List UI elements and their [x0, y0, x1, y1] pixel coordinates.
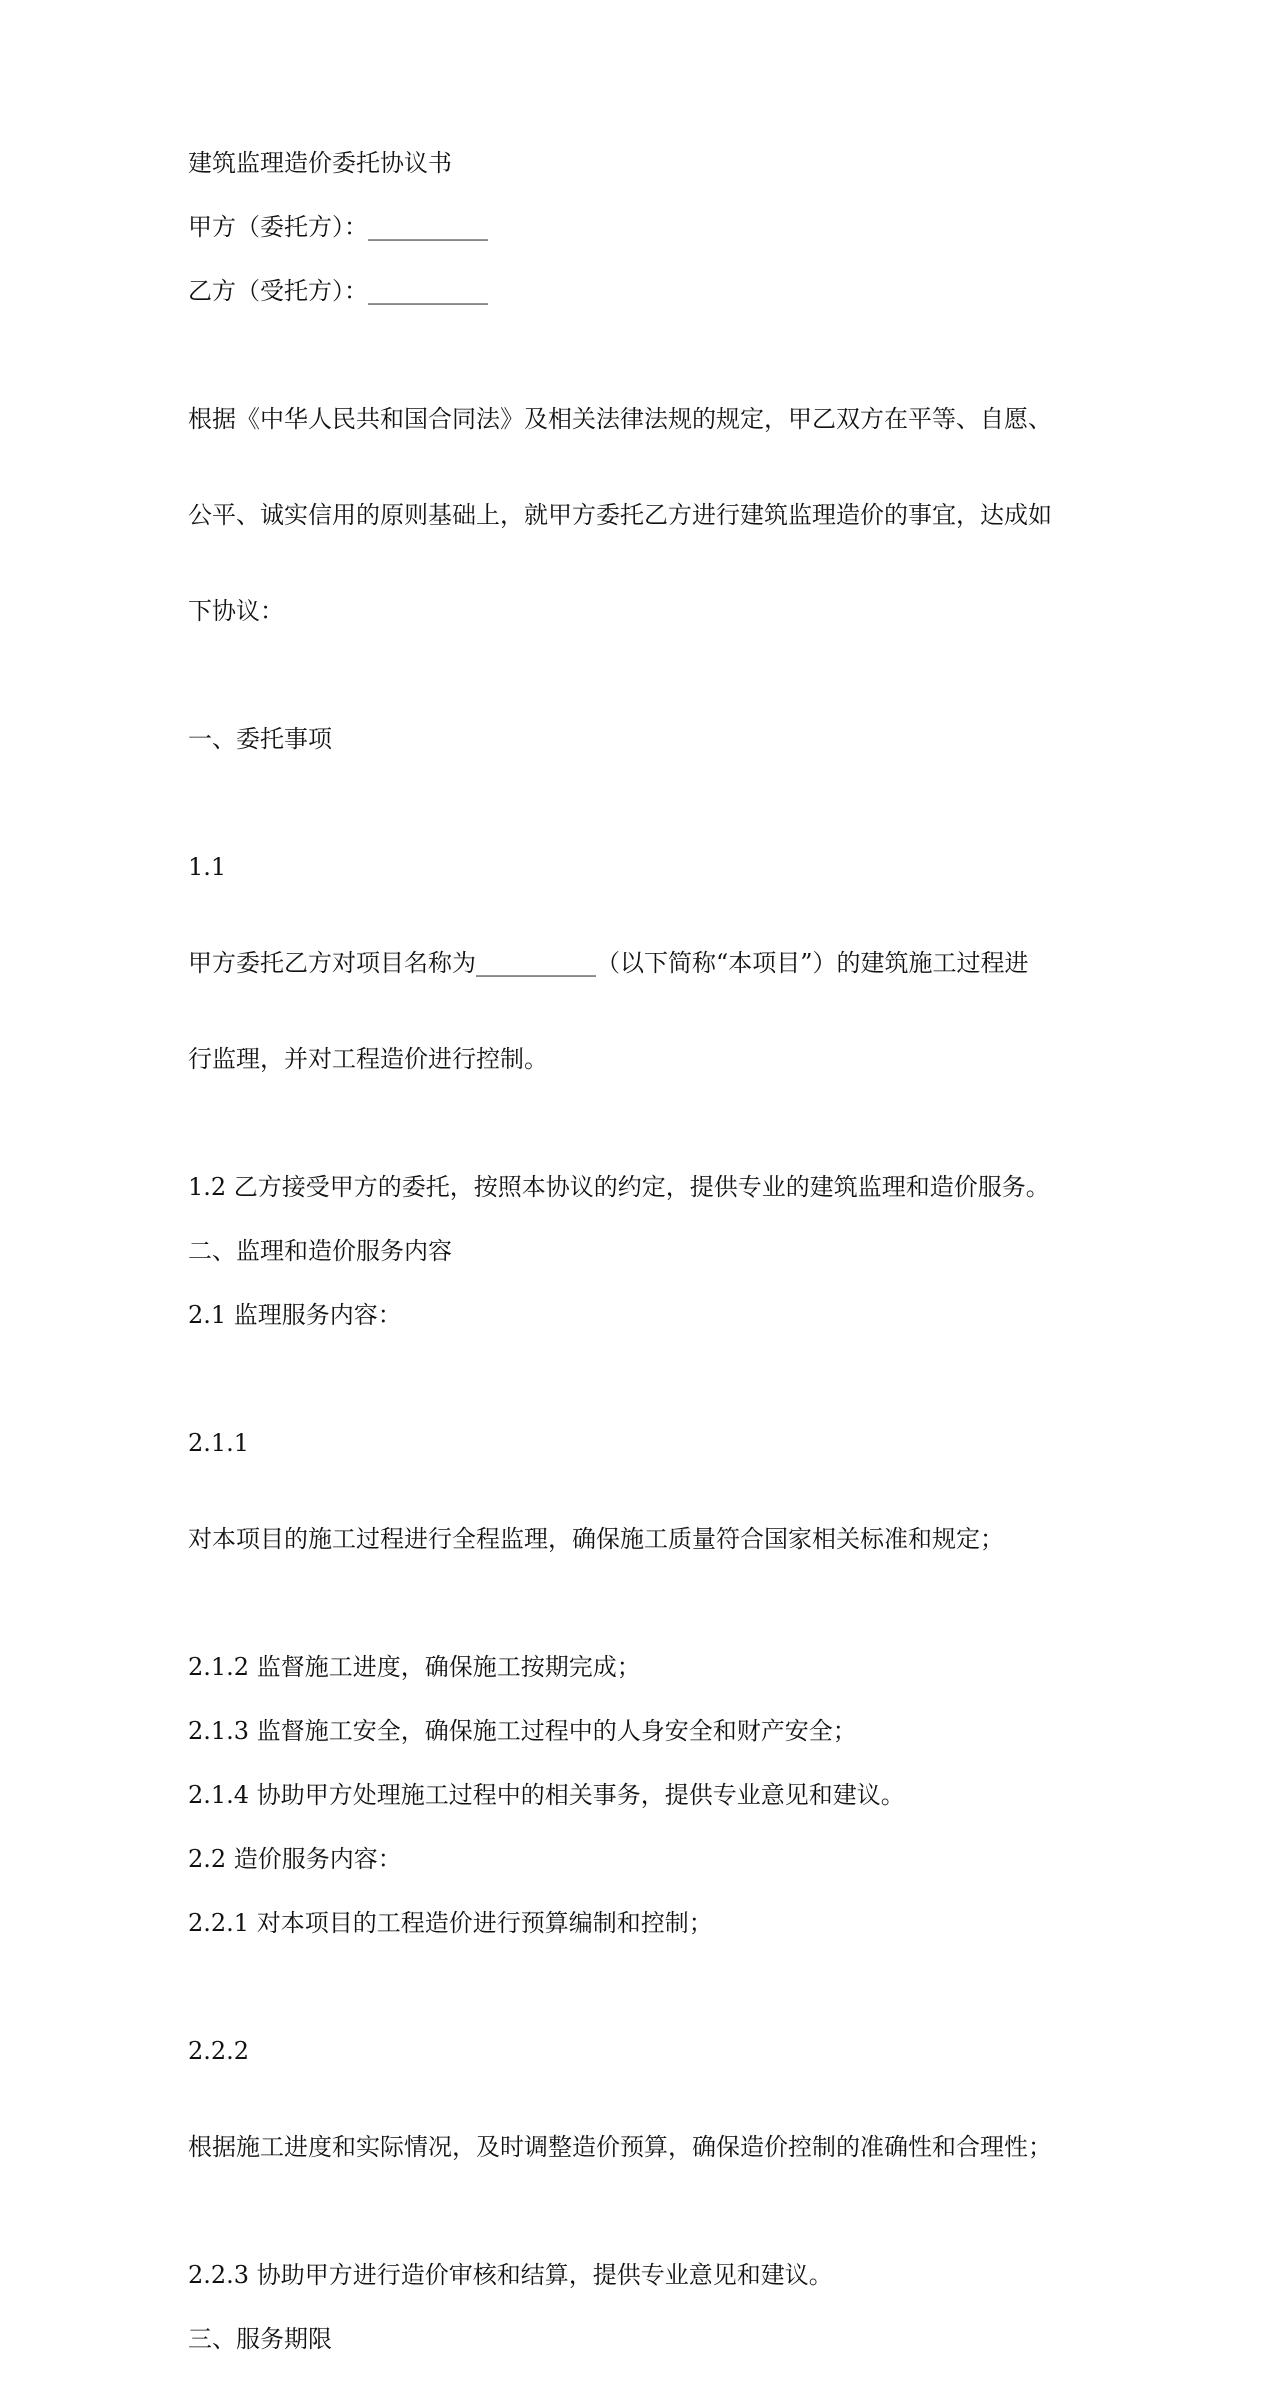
clause-number: 1.1	[188, 853, 227, 881]
clause-2-1-2: 2.1.2 监督施工进度，确保施工按期完成；	[188, 1653, 641, 1681]
clause-number: 2.2.2	[188, 2037, 250, 2065]
clause-text-line: 行监理，并对工程造价进行控制。	[188, 1045, 548, 1073]
clause-1-2: 1.2 乙方接受甲方的委托，按照本协议的约定，提供专业的建筑监理和造价服务。	[188, 1173, 1050, 1201]
section-heading-3: 三、服务期限	[188, 2325, 332, 2353]
clause-number: 2.1.1	[188, 1429, 250, 1457]
clause-2-2-3: 2.2.3 协助甲方进行造价审核和结算，提供专业意见和建议。	[188, 2261, 833, 2289]
party-b-line: 乙方（受托方）：__________	[188, 277, 488, 305]
clause-2-1-1	[188, 1363, 1088, 1619]
clause-2-1-4: 2.1.4 协助甲方处理施工过程中的相关事务，提供专业意见和建议。	[188, 1781, 905, 1809]
clause-1-1	[188, 787, 1088, 1139]
clause-2-2-2	[188, 1971, 1088, 2227]
section-heading-2: 二、监理和造价服务内容	[188, 1237, 452, 1265]
clause-text-line: 对本项目的施工过程进行全程监理，确保施工质量符合国家相关标准和规定；	[188, 1525, 1004, 1553]
clause-text-line: 甲方委托乙方对项目名称为__________（以下简称“本项目”）的建筑施工过程进	[188, 949, 1029, 977]
clause-2-2: 2.2 造价服务内容：	[188, 1845, 402, 1873]
clause-2-2-1: 2.2.1 对本项目的工程造价进行预算编制和控制；	[188, 1909, 713, 1937]
intro-line: 公平、诚实信用的原则基础上，就甲方委托乙方进行建筑监理造价的事宜，达成如	[188, 501, 1052, 529]
clause-text-line: 根据施工进度和实际情况，及时调整造价预算，确保造价控制的准确性和合理性；	[188, 2133, 1052, 2161]
document-title: 建筑监理造价委托协议书	[188, 149, 452, 177]
intro-line: 下协议：	[188, 597, 284, 625]
document-body	[188, 147, 1088, 2387]
clause-2-1: 2.1 监理服务内容：	[188, 1301, 402, 1329]
clause-2-1-3: 2.1.3 监督施工安全，确保施工过程中的人身安全和财产安全；	[188, 1717, 857, 1745]
intro-line: 根据《中华人民共和国合同法》及相关法律法规的规定，甲乙双方在平等、自愿、	[188, 405, 1052, 433]
section-heading-1: 一、委托事项	[188, 725, 332, 753]
party-a-line: 甲方（委托方）：__________	[188, 213, 488, 241]
intro-paragraph	[188, 339, 1088, 691]
